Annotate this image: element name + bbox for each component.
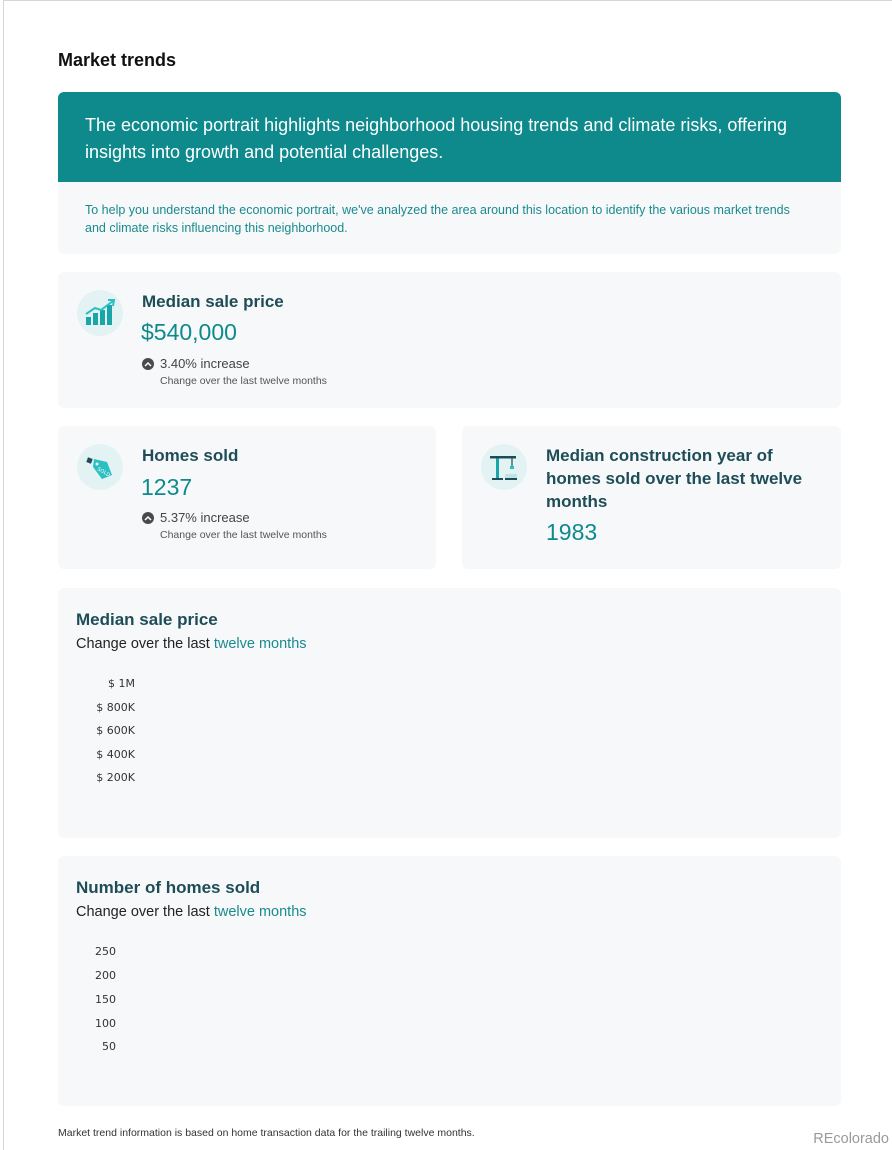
- median-sale-price-title: Median sale price: [142, 292, 284, 311]
- construction-year-card: [462, 426, 841, 569]
- construction-year-title: Median construction year of homes sold over the last twelve months: [546, 446, 803, 511]
- homes-y-tick: 100: [95, 1017, 116, 1030]
- median-sale-price-note: Change over the last twelve months: [160, 375, 327, 387]
- homes-chart-title: Number of homes sold: [76, 878, 261, 897]
- hero-description-panel: [58, 182, 841, 254]
- chevron-up-icon: [142, 358, 154, 370]
- chevron-up-icon: [142, 512, 154, 524]
- price-chart-title: Median sale price: [76, 610, 218, 629]
- construction-crane-icon: [481, 444, 527, 490]
- homes-sold-note: Change over the last twelve months: [160, 529, 327, 541]
- twelve-months-link[interactable]: twelve months: [213, 904, 307, 920]
- median-sale-price-value: $540,000: [141, 319, 237, 345]
- footer-note: Market trend information is based on home transaction data for the trailing twelve months.: [58, 1127, 475, 1139]
- price-y-tick: $ 1M: [108, 677, 135, 690]
- homes-sold-value: 1237: [141, 474, 193, 500]
- price-y-tick: $ 800K: [96, 701, 135, 714]
- price-chart-card: [58, 588, 841, 838]
- price-y-tick: $ 200K: [96, 771, 135, 784]
- price-y-tick: $ 600K: [96, 724, 135, 737]
- homes-chart-card: [58, 856, 841, 1106]
- brand-watermark: REcolorado: [813, 1131, 889, 1147]
- homes-y-tick: 150: [95, 993, 116, 1006]
- median-sale-price-change: 3.40% increase: [160, 356, 250, 371]
- construction-year-value: 1983: [546, 519, 598, 545]
- hero-headline: The economic portrait highlights neighborhood housing trends and climate risks, offering insights into growth and potential challenges.: [85, 115, 788, 162]
- sold-tag-icon: [77, 444, 123, 490]
- homes-sold-change: 5.37% increase: [160, 510, 250, 525]
- homes-y-tick: 250: [95, 945, 116, 958]
- homes-y-tick: 200: [95, 969, 116, 982]
- homes-sold-title: Homes sold: [142, 446, 239, 465]
- hero-banner: [58, 92, 841, 182]
- price-chart-subtitle: Change over the last twelve months: [76, 636, 307, 652]
- twelve-months-link[interactable]: twelve months: [213, 636, 307, 652]
- svg-text:SOLD: SOLD: [96, 466, 111, 479]
- homes-chart-subtitle: Change over the last twelve months: [76, 904, 307, 920]
- homes-y-tick: 50: [102, 1040, 116, 1053]
- hero-description: To help you understand the economic portrait, we've analyzed the area around this location to identify the various market trends and climate risks influencing this neighborhood.: [85, 203, 790, 235]
- homes-sold-card: [58, 426, 436, 569]
- section-title: Market trends: [58, 50, 177, 70]
- price-y-tick: $ 400K: [96, 748, 135, 761]
- median-sale-price-card: [58, 272, 841, 408]
- bar-chart-growth-icon: [77, 290, 123, 336]
